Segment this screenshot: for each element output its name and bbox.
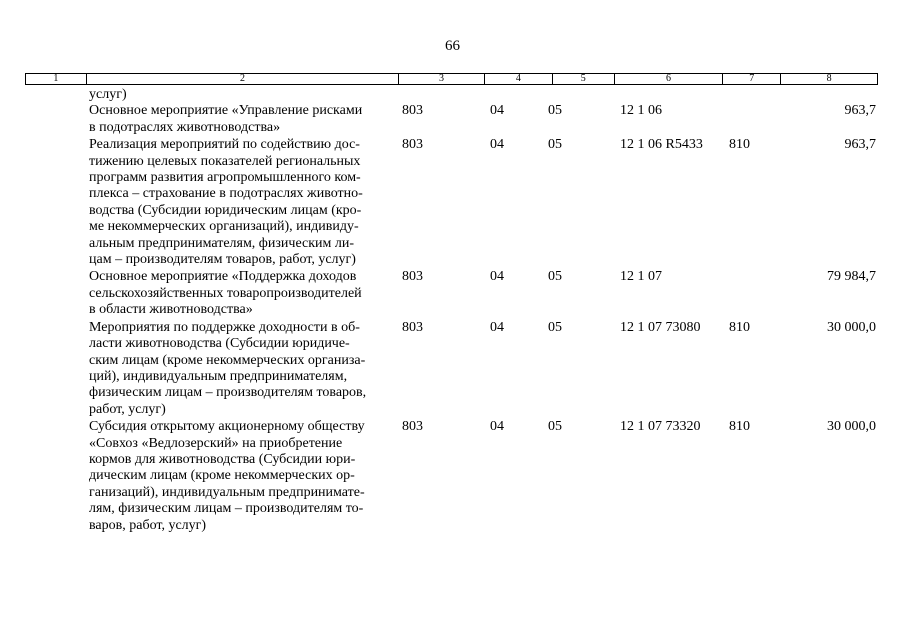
header-cell-2: 2 bbox=[87, 74, 399, 84]
row-name: Основное мероприятие «Поддержка доходов сельскохозяйственных товаропроизводителей в области животноводства» bbox=[89, 269, 362, 318]
row-name: Реализация мероприятий по содействию дос- тижению целевых показателей региональных программ развития агропромышленного ком- плекса – страхование в подотраслях животно- водства (Субсидии юридическим лицам (кро- ме некоммерческих организаций), индивиду- альным предпринимателям, физическим ли- цам – производителям товаров, работ, услуг) bbox=[89, 137, 363, 268]
header-cell-5: 5 bbox=[553, 74, 615, 84]
header-cell-4: 4 bbox=[485, 74, 553, 84]
row-name: Субсидия открытому акционерному обществу «Совхоз «Ведлозерский» на приобретение кормов для животноводства (Субсидии юри- дическим лицам (кроме некоммерческих ор- ганизаций), индивидуальным предпринимате- лям, физическим лицам – производителям то- варов, работ, услуг) bbox=[89, 419, 365, 533]
header-cell-3: 3 bbox=[399, 74, 485, 84]
row-subsection: 05 bbox=[548, 419, 562, 435]
table-row bbox=[0, 269, 905, 318]
row-subsection: 05 bbox=[548, 319, 562, 335]
table-body bbox=[0, 87, 905, 534]
row-admin-code: 803 bbox=[402, 137, 423, 153]
row-target-code: 12 1 07 bbox=[620, 269, 662, 285]
row-expense-type: 810 bbox=[729, 137, 750, 153]
header-cell-6: 6 bbox=[615, 74, 724, 84]
row-admin-code: 803 bbox=[402, 319, 423, 335]
row-section: 04 bbox=[490, 419, 504, 435]
row-sum: 30 000,0 bbox=[827, 319, 876, 335]
row-expense-type: 810 bbox=[729, 419, 750, 435]
row-section: 04 bbox=[490, 319, 504, 335]
row-target-code: 12 1 07 73320 bbox=[620, 419, 701, 435]
row-target-code: 12 1 06 bbox=[620, 103, 662, 119]
table-row bbox=[0, 419, 905, 534]
row-target-code: 12 1 07 73080 bbox=[620, 319, 701, 335]
header-cell-1: 1 bbox=[26, 74, 87, 84]
row-name: Основное мероприятие «Управление рисками в подотраслях животноводства» bbox=[89, 103, 363, 135]
row-target-code: 12 1 06 R5433 bbox=[620, 137, 703, 153]
row-sum: 963,7 bbox=[844, 137, 876, 153]
row-expense-type: 810 bbox=[729, 319, 750, 335]
row-admin-code: 803 bbox=[402, 419, 423, 435]
row-admin-code: 803 bbox=[402, 269, 423, 285]
row-subsection: 05 bbox=[548, 137, 562, 153]
table-row bbox=[0, 103, 905, 136]
table-header-row bbox=[25, 73, 878, 85]
continuation-text: услуг) bbox=[89, 87, 127, 102]
row-name: Мероприятия по поддержке доходности в об- ласти животноводства (Субсидии юридиче- ским лицам (кроме некоммерческих организа- ций), индивидуальным предпринимателям, физическим лицам – производителям товаров, работ, услуг) bbox=[89, 319, 367, 417]
row-subsection: 05 bbox=[548, 103, 562, 119]
row-section: 04 bbox=[490, 269, 504, 285]
page-number: 66 bbox=[445, 38, 460, 54]
table-row bbox=[0, 320, 905, 418]
row-admin-code: 803 bbox=[402, 103, 423, 119]
row-sum: 963,7 bbox=[844, 103, 876, 119]
continuation-row bbox=[0, 87, 905, 103]
row-subsection: 05 bbox=[548, 269, 562, 285]
row-section: 04 bbox=[490, 103, 504, 119]
header-cell-7: 7 bbox=[723, 74, 781, 84]
row-sum: 30 000,0 bbox=[827, 419, 876, 435]
header-cell-8: 8 bbox=[826, 73, 832, 84]
row-section: 04 bbox=[490, 137, 504, 153]
row-sum: 79 984,7 bbox=[827, 269, 876, 285]
table-row bbox=[0, 137, 905, 268]
